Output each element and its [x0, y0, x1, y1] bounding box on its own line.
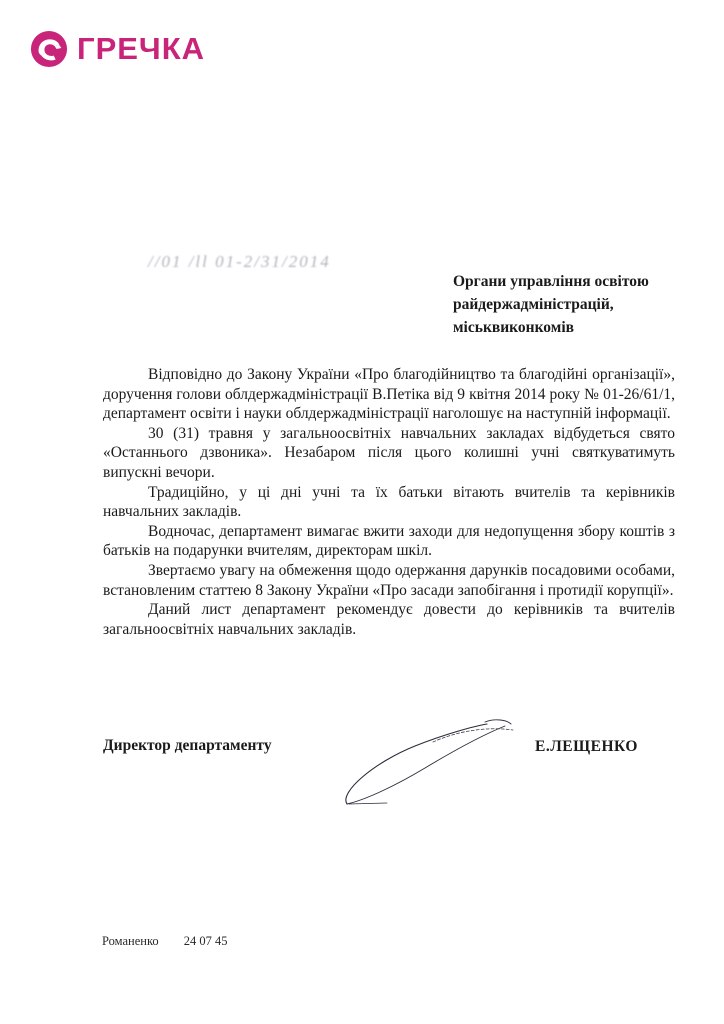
letter-body: [103, 365, 675, 639]
paragraph: Водночас, департамент вимагає вжити заходи для недопущення збору коштів з батьків на подарунки вчителям, директорам шкіл.: [103, 522, 675, 560]
paragraph: 30 (31) травня у загальноосвітніх навчальних закладах відбудеться свято «Останнього дзвоника». Незабаром після цього колишні учні святкуватимуть випускні вечори.: [103, 424, 675, 481]
signatory-name: Е.ЛЕЩЕНКО: [535, 738, 638, 755]
executor-phone: 24 07 45: [183, 934, 228, 948]
logo-text: ГРЕЧКА: [77, 31, 206, 66]
signatory-title: Директор департаменту: [103, 737, 272, 754]
paragraph: Звертаємо увагу на обмеження щодо одержання дарунків посадовими особами, встановленим статтею 8 Закону України «Про засади запобігання і протидії корупції».: [103, 561, 675, 599]
addressee: [453, 270, 703, 339]
addressee-line: міськвиконкомів: [453, 319, 574, 336]
paragraph: Даний лист департамент рекомендує довести до керівників та вчителів загальноосвітніх навчальних закладів.: [103, 601, 675, 638]
addressee-line: райдержадміністрацій,: [453, 296, 614, 313]
paragraph: Відповідно до Закону України «Про благодійництво та благодійні організації», доручення голови облдержадміністрації В.Петіка від 9 квітня 2014 року № 01-26/61/1, департамент освіти і науки облдержадміністрації наголошує на наступній інформації.: [103, 366, 675, 423]
addressee-line: Органи управління освітою: [453, 273, 649, 290]
paragraph: Традиційно, у ці дні учні та їх батьки вітають вчителів та керівників навчальних закладів.: [103, 483, 675, 521]
registration-stamp: /​/01 /ll 01-2/31/2014: [148, 252, 331, 271]
handwritten-signature: [335, 712, 525, 812]
grechka-bird-icon: [30, 30, 68, 68]
executor-footer: [102, 934, 228, 949]
logo: [30, 30, 205, 68]
executor-name: Романенко: [102, 934, 159, 948]
